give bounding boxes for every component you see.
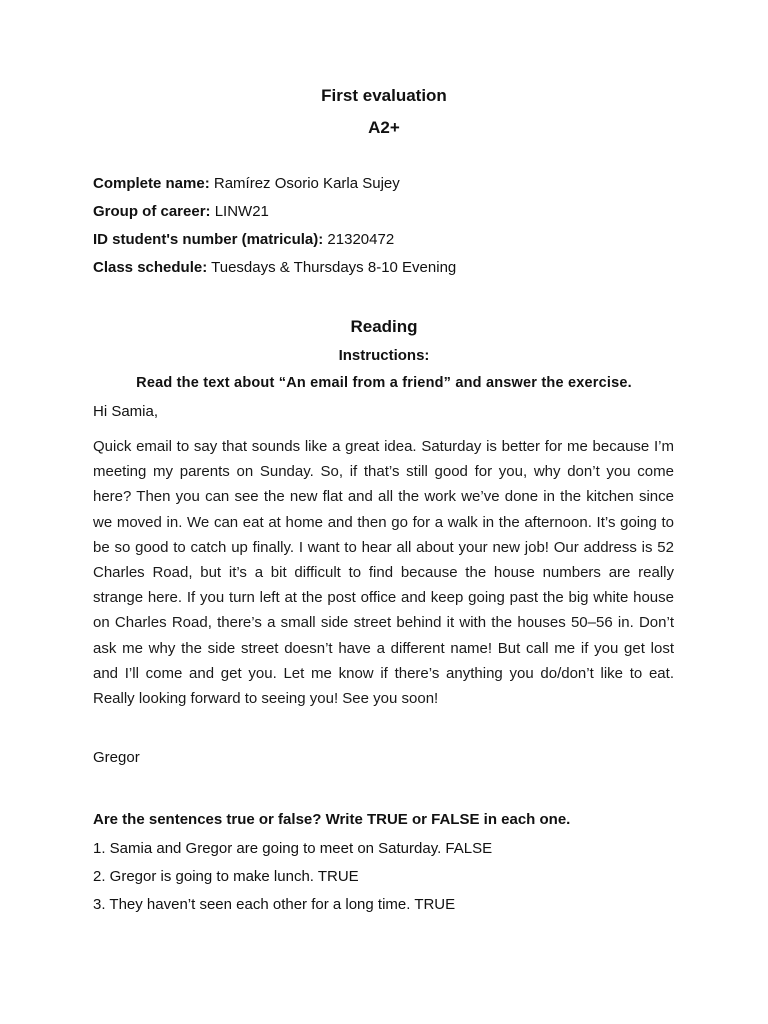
student-id-value: 21320472: [323, 231, 395, 248]
student-id-line: [93, 230, 394, 250]
exercise-question: Are the sentences true or false? Write TRUE or FALSE in each one.: [93, 811, 571, 828]
career-group-line: [93, 202, 269, 222]
class-schedule-value: Tuesdays & Thursdays 8-10 Evening: [207, 259, 457, 276]
email-signature: Gregor: [93, 749, 140, 766]
document-title: First evaluation: [321, 86, 447, 105]
career-group-value: LINW21: [210, 203, 269, 220]
instructions-title: Instructions:: [338, 347, 430, 364]
student-name-line: [93, 174, 400, 194]
reading-section-title: Reading: [350, 317, 418, 336]
student-name-value: Ramírez Osorio Karla Sujey: [209, 175, 400, 192]
answer-item-3: 3. They haven’t seen each other for a long time. TRUE: [93, 896, 456, 913]
student-id-label: ID student's number (matricula):: [93, 231, 324, 248]
instructions-text: Read the text about “An email from a friend” and answer the exercise.: [136, 375, 632, 391]
career-group-label: Group of career:: [93, 203, 211, 220]
class-schedule-line: [93, 258, 456, 278]
email-body: Quick email to say that sounds like a great idea. Saturday is better for me because I’m meeting my parents on Sunday. So, if that’s still good for you, why don’t you come here? Then you can see the new flat and all the work we’ve done in the kitchen since we moved in. We can eat at home and then go for a walk in the afternoon. It’s going to be so good to catch up finally. I want to hear all about your new job! Our address is 52 Charles Road, but it’s a bit difficult to find because the house numbers are really strange here. If you turn left at the post office and keep going past the big white house on Charles Road, there’s a small side street behind it with the houses 50–56 in. Don’t ask me why the side street doesn’t have a different name! But call me if you get lost and I’ll come and get you. Let me know if there’s anything you do/don’t like to eat. Really looking forward to seeing you! See you soon!: [93, 438, 674, 708]
level-heading: A2+: [368, 118, 400, 137]
answer-item-2: 2. Gregor is going to make lunch. TRUE: [93, 868, 359, 885]
student-name-label: Complete name:: [93, 175, 210, 192]
class-schedule-label: Class schedule:: [93, 259, 208, 276]
email-greeting: Hi Samia,: [93, 403, 159, 420]
answer-item-1: 1. Samia and Gregor are going to meet on Saturday. FALSE: [93, 840, 493, 857]
